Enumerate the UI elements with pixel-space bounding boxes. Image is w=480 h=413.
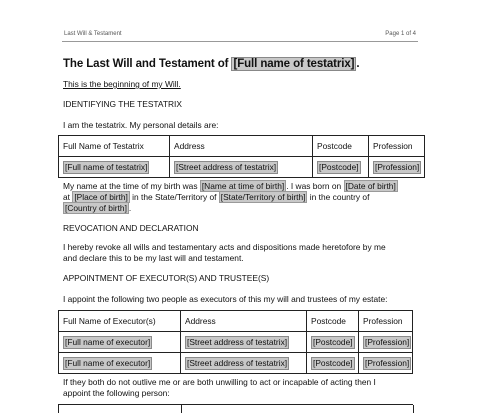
header-title: Last Will & Testament: [64, 31, 122, 37]
section-heading-revocation: REVOCATION AND DECLARATION: [63, 223, 199, 233]
testatrix-postcode-field[interactable]: [Postcode]: [319, 161, 359, 172]
column-header: Address: [181, 311, 307, 332]
alternate-executor-text-line2: appoint the following person:: [63, 388, 170, 398]
executor-profession-field[interactable]: [Profession]: [365, 336, 410, 347]
executors-intro-text: I appoint the following two people as executors of this my will and trustees of my estate:: [63, 294, 388, 304]
birth-paragraph-line3: [63, 203, 131, 214]
table-row: [59, 353, 413, 374]
page-number: Page 1 of 4: [385, 31, 416, 37]
section-heading-executors: APPOINTMENT OF EXECUTOR(S) AND TRUSTEE(S): [63, 273, 270, 283]
title-period: .: [356, 58, 360, 70]
table-header-row: [59, 136, 425, 157]
executor-postcode-field[interactable]: [Postcode]: [313, 357, 353, 368]
running-header: [62, 31, 418, 42]
document-title: [63, 58, 360, 70]
birth-text: .: [128, 203, 132, 213]
testatrix-fullname-field[interactable]: [Full name of testatrix]: [65, 161, 148, 172]
alternate-executor-text-line1: If they both do not outlive me or are both unwilling to act or incapable of acting then I: [63, 377, 376, 387]
birth-name-field[interactable]: [Name at time of birth]: [201, 181, 285, 191]
table-row: [59, 332, 413, 353]
testatrix-intro-text: I am the testatrix. My personal details are:: [63, 120, 219, 130]
executor-fullname-field[interactable]: [Full name of executor]: [65, 357, 151, 368]
birth-state-field[interactable]: [State/Territory of birth]: [220, 192, 306, 202]
revocation-text-line2: and declare this to be my last will and testament.: [63, 253, 244, 263]
column-header: Postcode: [307, 311, 359, 332]
title-text: The Last Will and Testament of: [63, 58, 232, 70]
birth-text: . I was born on: [286, 181, 344, 191]
section-heading-identifying: IDENTIFYING THE TESTATRIX: [63, 99, 182, 109]
column-header: Address: [170, 136, 313, 157]
executor-fullname-field[interactable]: [Full name of executor]: [65, 336, 151, 347]
testatrix-name-field[interactable]: [Full name of testatrix]: [233, 58, 355, 70]
revocation-text-line1: I hereby revoke all wills and testamentary acts and dispositions made heretofore by me: [63, 242, 386, 252]
column-header: Profession: [369, 136, 425, 157]
birth-date-field[interactable]: [Date of birth]: [345, 181, 396, 191]
birth-place-field[interactable]: [Place of birth]: [74, 192, 128, 202]
testatrix-address-field[interactable]: [Street address of testatrix]: [176, 161, 277, 172]
executor-address-field[interactable]: [Street address of testatrix]: [187, 336, 288, 347]
birth-text: in the State/Territory of: [129, 192, 219, 202]
executor-address-field[interactable]: [Street address of testatrix]: [187, 357, 288, 368]
column-header: Full Name of Testatrix: [59, 136, 170, 157]
column-header: Postcode: [313, 136, 369, 157]
testatrix-table: [58, 135, 425, 178]
executor-postcode-field[interactable]: [Postcode]: [313, 336, 353, 347]
testatrix-profession-field[interactable]: [Profession]: [375, 161, 420, 172]
column-header: Full Name of Executor(s): [59, 311, 181, 332]
table-row: [59, 157, 425, 178]
executor-profession-field[interactable]: [Profession]: [365, 357, 410, 368]
birth-text: in the country of: [307, 192, 370, 202]
intro-text: This is the beginning of my Will.: [63, 79, 181, 89]
birth-country-field[interactable]: [Country of birth]: [65, 203, 127, 213]
birth-text: at: [63, 192, 73, 202]
column-header: Profession: [359, 311, 413, 332]
birth-text: My name at the time of my birth was: [63, 181, 200, 191]
executor-table: [58, 310, 413, 374]
table-header-row: [59, 311, 413, 332]
